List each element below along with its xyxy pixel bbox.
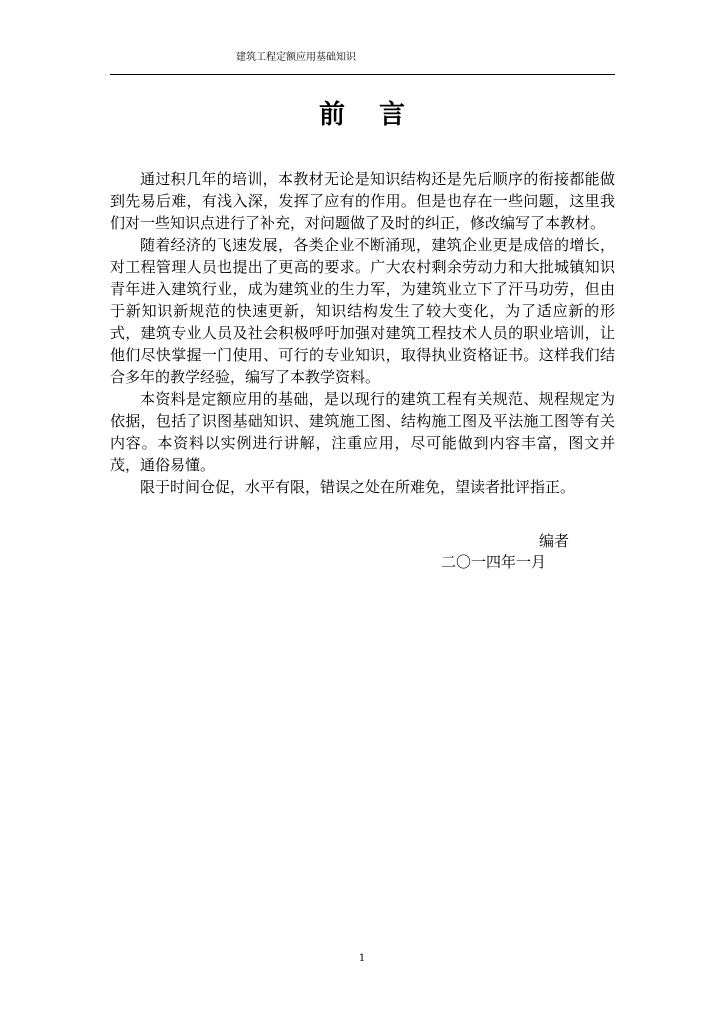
paragraph-2: 随着经济的飞速发展，各类企业不断涌现，建筑企业更是成倍的增长，对工程管理人员也提出了更高的要求。广大农村剩余劳动力和大批城镇知识青年进入建筑行业，成为建筑业的生力军，为建筑业立下了汗马功劳，但由于新知识新规范的快速更新，知识结构发生了较大变化，为了适应新的形式，建筑专业人员及社会积极呼吁加强对建筑工程技术人员的职业培训，让他们尽快掌握一门使用、可行的专业知识，取得执业资格证书。这样我们结合多年的教学经验，编写了本教学资料。 [110, 236, 615, 386]
signature-block [110, 531, 615, 573]
signature-date: 二〇一四年一月 [440, 553, 546, 571]
signature-author: 编者 [538, 532, 569, 550]
paragraph-4: 限于时间仓促，水平有限，错误之处在所难免，望读者批评指正。 [140, 478, 576, 496]
paragraph-1: 通过积几年的培训，本教材无论是知识结构还是先后顺序的衔接都能做到先易后难，有浅入深，发挥了应有的作用。但是也存在一些问题，这里我们对一些知识点进行了补充，对问题做了及时的纠正，修改编写了本教材。 [110, 170, 615, 232]
paragraph-3: 本资料是定额应用的基础，是以现行的建筑工程有关规范、规程规定为依据，包括了识图基础知识、建筑施工图、结构施工图及平法施工图等有关内容。本资料以实例进行讲解，注重应用，尽可能做到内容丰富，图文并茂，通俗易懂。 [110, 390, 615, 474]
page-title: 前言 [318, 100, 439, 130]
page-number: 1 [358, 953, 366, 964]
preface-body [110, 168, 615, 498]
running-header: 建筑工程定额应用基础知识 [236, 52, 356, 63]
header-divider [110, 74, 615, 75]
